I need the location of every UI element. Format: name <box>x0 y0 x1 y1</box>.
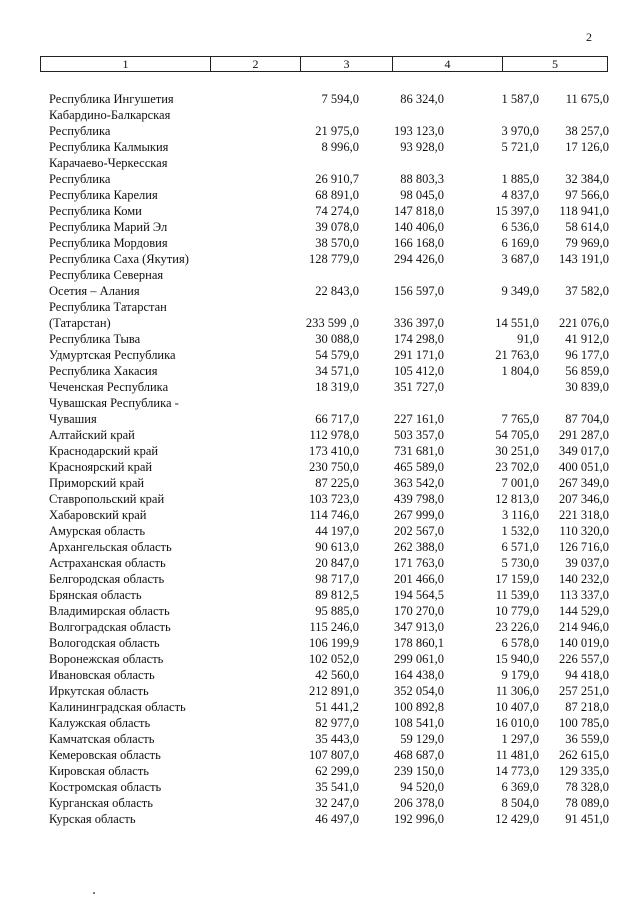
table-row <box>49 267 609 283</box>
value-cell-col3: 439 798,0 <box>394 492 444 506</box>
region-name-cell: Амурская область <box>49 524 146 538</box>
page-number: 2 <box>586 30 592 44</box>
value-cell-col2: 22 843,0 <box>315 284 359 298</box>
value-cell-col3: 503 357,0 <box>394 428 444 442</box>
value-cell-col3: 86 324,0 <box>400 92 444 106</box>
value-cell-col2: 34 571,0 <box>315 364 359 378</box>
value-cell-col5: 140 019,0 <box>559 636 609 650</box>
table-row <box>49 811 609 827</box>
table-row <box>49 667 609 683</box>
value-cell-col2: 90 613,0 <box>315 540 359 554</box>
region-name-cell: Республика Калмыкия <box>49 140 169 154</box>
region-name-cell: Кемеровская область <box>49 748 161 762</box>
value-cell-col5: 221 318,0 <box>559 508 609 522</box>
value-cell-col2: 95 885,0 <box>315 604 359 618</box>
region-name-cell: Архангельская область <box>49 540 172 554</box>
table-row <box>49 203 609 219</box>
value-cell-col4: 7 001,0 <box>501 476 539 490</box>
value-cell-col5: 79 969,0 <box>565 236 609 250</box>
value-cell-col2: 30 088,0 <box>315 332 359 346</box>
value-cell-col5: 37 582,0 <box>565 284 609 298</box>
region-name-cell: Костромская область <box>49 780 162 794</box>
value-cell-col2: 35 541,0 <box>315 780 359 794</box>
table-row <box>49 315 609 331</box>
table-row <box>49 507 609 523</box>
table-row <box>49 475 609 491</box>
value-cell-col4: 9 179,0 <box>501 668 539 682</box>
value-cell-col3: 171 763,0 <box>394 556 444 570</box>
region-name-cell: Воронежская область <box>49 652 164 666</box>
value-cell-col3: 352 054,0 <box>394 684 444 698</box>
value-cell-col2: 42 560,0 <box>315 668 359 682</box>
region-name-cell: Хабаровский край <box>49 508 147 522</box>
value-cell-col2: 35 443,0 <box>315 732 359 746</box>
value-cell-col2: 82 977,0 <box>315 716 359 730</box>
region-name-cell: Краснодарский край <box>49 444 159 458</box>
region-name-cell: Ивановская область <box>49 668 155 682</box>
region-name-cell: Вологодская область <box>49 636 160 650</box>
value-cell-col2: 173 410,0 <box>309 444 359 458</box>
value-cell-col5: 143 191,0 <box>559 252 609 266</box>
region-name-cell: Республика Ингушетия <box>49 92 174 106</box>
value-cell-col4: 6 169,0 <box>501 236 539 250</box>
header-cell-col1: 1 <box>41 57 211 72</box>
table-row <box>49 539 609 555</box>
value-cell-col2: 26 910,7 <box>315 172 359 186</box>
table-row <box>49 331 609 347</box>
value-cell-col5: 257 251,0 <box>559 684 609 698</box>
table-row <box>49 731 609 747</box>
table-row <box>49 555 609 571</box>
value-cell-col5: 118 941,0 <box>559 204 609 218</box>
region-name-cell: Владимирская область <box>49 604 170 618</box>
region-name-cell: Астраханская область <box>49 556 166 570</box>
table-row <box>49 155 609 171</box>
value-cell-col5: 262 615,0 <box>559 748 609 762</box>
value-cell-col5: 87 704,0 <box>565 412 609 426</box>
region-name-cell: Карачаево-Черкесская <box>49 156 168 170</box>
region-name-cell: Иркутская область <box>49 684 149 698</box>
value-cell-col3: 147 818,0 <box>394 204 444 218</box>
value-cell-col2: 212 891,0 <box>309 684 359 698</box>
region-name-cell: Республика Хакасия <box>49 364 158 378</box>
value-cell-col4: 7 765,0 <box>501 412 539 426</box>
value-cell-col3: 239 150,0 <box>394 764 444 778</box>
region-name-cell: Белгородская область <box>49 572 165 586</box>
value-cell-col3: 291 171,0 <box>394 348 444 362</box>
header-cell-col4: 4 <box>393 57 503 72</box>
table-row <box>49 251 609 267</box>
table-row <box>49 187 609 203</box>
value-cell-col5: 11 675,0 <box>565 92 609 106</box>
value-cell-col2: 18 319,0 <box>315 380 359 394</box>
value-cell-col4: 15 397,0 <box>495 204 539 218</box>
scan-speck <box>93 892 95 894</box>
value-cell-col5: 87 218,0 <box>565 700 609 714</box>
region-name-cell: Красноярский край <box>49 460 153 474</box>
value-cell-col3: 178 860,1 <box>394 636 444 650</box>
value-cell-col3: 351 727,0 <box>394 380 444 394</box>
value-cell-col5: 226 557,0 <box>559 652 609 666</box>
value-cell-col2: 46 497,0 <box>315 812 359 826</box>
value-cell-col2: 107 807,0 <box>309 748 359 762</box>
region-name-cell: Чувашия <box>49 412 97 426</box>
value-cell-col4: 15 940,0 <box>495 652 539 666</box>
value-cell-col4: 16 010,0 <box>495 716 539 730</box>
table-row <box>49 763 609 779</box>
table-row <box>49 283 609 299</box>
value-cell-col3: 262 388,0 <box>394 540 444 554</box>
value-cell-col5: 32 384,0 <box>565 172 609 186</box>
value-cell-col5: 214 946,0 <box>559 620 609 634</box>
region-name-cell: (Татарстан) <box>49 316 111 330</box>
value-cell-col5: 56 859,0 <box>565 364 609 378</box>
value-cell-col4: 1 804,0 <box>501 364 539 378</box>
table-row <box>49 91 609 107</box>
value-cell-col2: 39 078,0 <box>315 220 359 234</box>
value-cell-col3: 93 928,0 <box>400 140 444 154</box>
table-row <box>49 747 609 763</box>
value-cell-col3: 105 412,0 <box>394 364 444 378</box>
region-name-cell: Чувашская Республика - <box>49 396 179 410</box>
value-cell-col4: 3 687,0 <box>501 252 539 266</box>
value-cell-col5: 41 912,0 <box>565 332 609 346</box>
value-cell-col2: 66 717,0 <box>315 412 359 426</box>
value-cell-col2: 8 996,0 <box>321 140 359 154</box>
table-row <box>49 459 609 475</box>
region-name-cell: Брянская область <box>49 588 142 602</box>
region-name-cell: Осетия – Алания <box>49 284 140 298</box>
region-name-cell: Республика <box>49 172 111 186</box>
value-cell-col3: 336 397,0 <box>394 316 444 330</box>
value-cell-col5: 267 349,0 <box>559 476 609 490</box>
value-cell-col5: 36 559,0 <box>565 732 609 746</box>
value-cell-col4: 23 702,0 <box>495 460 539 474</box>
header-row <box>41 57 608 72</box>
value-cell-col2: 7 594,0 <box>321 92 359 106</box>
value-cell-col5: 129 335,0 <box>559 764 609 778</box>
header-cell-col2: 2 <box>211 57 301 72</box>
value-cell-col5: 94 418,0 <box>565 668 609 682</box>
region-name-cell: Алтайский край <box>49 428 135 442</box>
value-cell-col2: 233 599 ,0 <box>305 316 359 330</box>
region-name-cell: Калининградская область <box>49 700 186 714</box>
value-cell-col4: 14 551,0 <box>495 316 539 330</box>
value-cell-col3: 170 270,0 <box>394 604 444 618</box>
table-row <box>49 219 609 235</box>
value-cell-col4: 1 532,0 <box>501 524 539 538</box>
value-cell-col5: 91 451,0 <box>565 812 609 826</box>
value-cell-col4: 5 721,0 <box>501 140 539 154</box>
table-row <box>49 795 609 811</box>
value-cell-col5: 207 346,0 <box>559 492 609 506</box>
table-row <box>49 123 609 139</box>
table-row <box>49 411 609 427</box>
table-row <box>49 683 609 699</box>
region-name-cell: Курская область <box>49 812 136 826</box>
value-cell-col5: 400 051,0 <box>559 460 609 474</box>
value-cell-col3: 299 061,0 <box>394 652 444 666</box>
value-cell-col2: 20 847,0 <box>315 556 359 570</box>
value-cell-col4: 21 763,0 <box>495 348 539 362</box>
value-cell-col3: 201 466,0 <box>394 572 444 586</box>
table-row <box>49 347 609 363</box>
table-row <box>49 139 609 155</box>
value-cell-col5: 78 328,0 <box>565 780 609 794</box>
value-cell-col4: 10 779,0 <box>495 604 539 618</box>
region-name-cell: Курганская область <box>49 796 153 810</box>
value-cell-col2: 62 299,0 <box>315 764 359 778</box>
value-cell-col4: 5 730,0 <box>501 556 539 570</box>
value-cell-col3: 267 999,0 <box>394 508 444 522</box>
value-cell-col3: 468 687,0 <box>394 748 444 762</box>
value-cell-col4: 54 705,0 <box>495 428 539 442</box>
table-row <box>49 603 609 619</box>
value-cell-col5: 38 257,0 <box>565 124 609 138</box>
region-name-cell: Удмуртская Республика <box>49 348 176 362</box>
region-name-cell: Республика Мордовия <box>49 236 168 250</box>
value-cell-col4: 91,0 <box>517 332 539 346</box>
value-cell-col2: 68 891,0 <box>315 188 359 202</box>
table-row <box>49 171 609 187</box>
value-cell-col5: 113 337,0 <box>559 588 609 602</box>
region-name-cell: Ставропольский край <box>49 492 165 506</box>
value-cell-col5: 110 320,0 <box>559 524 609 538</box>
value-cell-col4: 6 571,0 <box>501 540 539 554</box>
value-cell-col2: 112 978,0 <box>309 428 359 442</box>
value-cell-col5: 100 785,0 <box>559 716 609 730</box>
value-cell-col3: 347 913,0 <box>394 620 444 634</box>
region-table-body <box>49 91 609 827</box>
value-cell-col2: 87 225,0 <box>315 476 359 490</box>
value-cell-col5: 96 177,0 <box>565 348 609 362</box>
table-row <box>49 379 609 395</box>
value-cell-col3: 94 520,0 <box>400 780 444 794</box>
value-cell-col4: 1 885,0 <box>501 172 539 186</box>
value-cell-col5: 58 614,0 <box>565 220 609 234</box>
value-cell-col5: 221 076,0 <box>559 316 609 330</box>
table-row <box>49 523 609 539</box>
column-number-header <box>40 56 608 72</box>
region-name-cell: Республика Коми <box>49 204 142 218</box>
value-cell-col4: 9 349,0 <box>501 284 539 298</box>
value-cell-col2: 44 197,0 <box>315 524 359 538</box>
region-name-cell: Республика Саха (Якутия) <box>49 252 189 266</box>
value-cell-col3: 174 298,0 <box>394 332 444 346</box>
value-cell-col3: 100 892,8 <box>394 700 444 714</box>
value-cell-col3: 166 168,0 <box>394 236 444 250</box>
value-cell-col2: 230 750,0 <box>309 460 359 474</box>
table-row <box>49 715 609 731</box>
table-row <box>49 395 609 411</box>
value-cell-col3: 206 378,0 <box>394 796 444 810</box>
value-cell-col2: 54 579,0 <box>315 348 359 362</box>
value-cell-col3: 140 406,0 <box>394 220 444 234</box>
value-cell-col3: 193 123,0 <box>394 124 444 138</box>
table-row <box>49 619 609 635</box>
value-cell-col3: 98 045,0 <box>400 188 444 202</box>
value-cell-col5: 140 232,0 <box>559 572 609 586</box>
region-name-cell: Кировская область <box>49 764 150 778</box>
value-cell-col5: 78 089,0 <box>565 796 609 810</box>
value-cell-col4: 1 587,0 <box>501 92 539 106</box>
value-cell-col4: 1 297,0 <box>501 732 539 746</box>
table-row <box>49 491 609 507</box>
table-row <box>49 107 609 123</box>
value-cell-col3: 164 438,0 <box>394 668 444 682</box>
region-name-cell: Республика Карелия <box>49 188 158 202</box>
value-cell-col2: 128 779,0 <box>309 252 359 266</box>
value-cell-col2: 21 975,0 <box>315 124 359 138</box>
value-cell-col3: 227 161,0 <box>394 412 444 426</box>
value-cell-col4: 6 578,0 <box>501 636 539 650</box>
value-cell-col4: 3 116,0 <box>501 508 539 522</box>
value-cell-col3: 202 567,0 <box>394 524 444 538</box>
value-cell-col2: 102 052,0 <box>309 652 359 666</box>
region-name-cell: Волгоградская область <box>49 620 171 634</box>
region-name-cell: Республика <box>49 124 111 138</box>
value-cell-col3: 192 996,0 <box>394 812 444 826</box>
value-cell-col4: 6 369,0 <box>501 780 539 794</box>
header-cell-col3: 3 <box>301 57 393 72</box>
value-cell-col2: 103 723,0 <box>309 492 359 506</box>
table-row <box>49 571 609 587</box>
value-cell-col2: 115 246,0 <box>309 620 359 634</box>
value-cell-col5: 144 529,0 <box>559 604 609 618</box>
region-name-cell: Республика Татарстан <box>49 300 167 314</box>
value-cell-col3: 294 426,0 <box>394 252 444 266</box>
value-cell-col4: 4 837,0 <box>501 188 539 202</box>
region-name-cell: Республика Тыва <box>49 332 141 346</box>
table-row <box>49 779 609 795</box>
value-cell-col4: 12 813,0 <box>495 492 539 506</box>
value-cell-col2: 51 441,2 <box>315 700 359 714</box>
value-cell-col4: 6 536,0 <box>501 220 539 234</box>
value-cell-col2: 114 746,0 <box>309 508 359 522</box>
value-cell-col3: 88 803,3 <box>400 172 444 186</box>
value-cell-col4: 17 159,0 <box>495 572 539 586</box>
table-row <box>49 299 609 315</box>
value-cell-col5: 349 017,0 <box>559 444 609 458</box>
value-cell-col2: 74 274,0 <box>315 204 359 218</box>
value-cell-col5: 97 566,0 <box>565 188 609 202</box>
value-cell-col3: 59 129,0 <box>400 732 444 746</box>
value-cell-col5: 291 287,0 <box>559 428 609 442</box>
value-cell-col2: 32 247,0 <box>315 796 359 810</box>
table-row <box>49 235 609 251</box>
value-cell-col4: 11 306,0 <box>495 684 539 698</box>
region-name-cell: Камчатская область <box>49 732 155 746</box>
value-cell-col4: 11 539,0 <box>495 588 539 602</box>
value-cell-col2: 106 199,9 <box>309 636 359 650</box>
value-cell-col2: 38 570,0 <box>315 236 359 250</box>
value-cell-col4: 23 226,0 <box>495 620 539 634</box>
value-cell-col5: 126 716,0 <box>559 540 609 554</box>
table-row <box>49 651 609 667</box>
value-cell-col4: 8 504,0 <box>501 796 539 810</box>
region-name-cell: Чеченская Республика <box>49 380 169 394</box>
value-cell-col4: 12 429,0 <box>495 812 539 826</box>
table-row <box>49 443 609 459</box>
table-row <box>49 427 609 443</box>
region-name-cell: Калужская область <box>49 716 151 730</box>
value-cell-col3: 108 541,0 <box>394 716 444 730</box>
value-cell-col5: 30 839,0 <box>565 380 609 394</box>
region-name-cell: Республика Северная <box>49 268 164 282</box>
value-cell-col3: 465 589,0 <box>394 460 444 474</box>
header-cell-col5: 5 <box>503 57 608 72</box>
table-row <box>49 699 609 715</box>
value-cell-col3: 156 597,0 <box>394 284 444 298</box>
value-cell-col4: 10 407,0 <box>495 700 539 714</box>
table-row <box>49 587 609 603</box>
region-name-cell: Республика Марий Эл <box>49 220 168 234</box>
value-cell-col4: 14 773,0 <box>495 764 539 778</box>
value-cell-col2: 98 717,0 <box>315 572 359 586</box>
value-cell-col4: 11 481,0 <box>495 748 539 762</box>
value-cell-col3: 194 564,5 <box>394 588 444 602</box>
value-cell-col5: 39 037,0 <box>565 556 609 570</box>
table-row <box>49 363 609 379</box>
value-cell-col3: 731 681,0 <box>394 444 444 458</box>
value-cell-col2: 89 812,5 <box>315 588 359 602</box>
value-cell-col3: 363 542,0 <box>394 476 444 490</box>
value-cell-col4: 3 970,0 <box>501 124 539 138</box>
region-name-cell: Приморский край <box>49 476 145 490</box>
value-cell-col5: 17 126,0 <box>565 140 609 154</box>
region-name-cell: Кабардино-Балкарская <box>49 108 171 122</box>
value-cell-col4: 30 251,0 <box>495 444 539 458</box>
table-row <box>49 635 609 651</box>
